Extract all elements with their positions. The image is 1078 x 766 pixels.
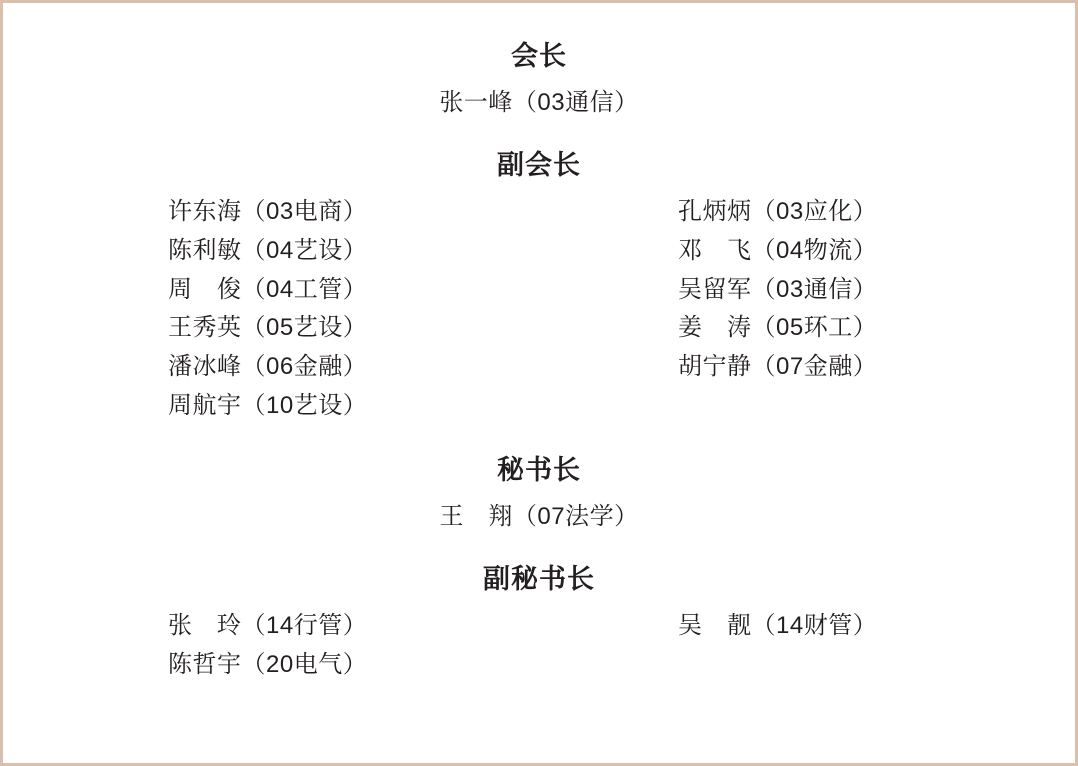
vice-president-right-4: 姜 涛（05环工）	[678, 314, 878, 342]
section-title-deputy-secretary-general: 副秘书长	[483, 564, 595, 595]
section-title-vice-president: 副会长	[497, 149, 581, 180]
list-row	[0, 309, 1078, 348]
vice-president-left-2: 陈利敏（04艺设）	[168, 236, 368, 264]
deputy-secretary-list	[0, 607, 1078, 685]
president-entry: 张一峰（03通信）	[439, 88, 639, 116]
section-secretary-general	[0, 452, 1078, 535]
list-row	[0, 193, 1078, 232]
vice-president-right-3: 吴留军（03通信）	[678, 275, 878, 303]
vice-president-right-6	[539, 387, 1078, 426]
list-row	[0, 646, 1078, 685]
vice-president-right-1: 孔炳炳（03应化）	[678, 197, 878, 225]
deputy-secretary-right-2	[539, 646, 1078, 685]
section-vice-president	[0, 147, 1078, 426]
vice-president-left-5: 潘冰峰（06金融）	[168, 353, 368, 381]
vice-president-left-4: 王秀英（05艺设）	[168, 314, 368, 342]
section-title-secretary-general: 秘书长	[497, 455, 581, 486]
deputy-secretary-right-1: 吴 靓（14财管）	[678, 611, 878, 639]
list-row	[0, 607, 1078, 646]
vice-president-left-1: 许东海（03电商）	[168, 197, 368, 225]
secretary-general-entry: 王 翔（07法学）	[439, 502, 639, 530]
list-row	[0, 271, 1078, 310]
section-title-president: 会长	[511, 41, 567, 71]
list-row	[0, 232, 1078, 271]
vice-president-right-5: 胡宁静（07金融）	[678, 353, 878, 381]
vice-president-list	[0, 193, 1078, 426]
list-row	[0, 348, 1078, 387]
vice-president-right-2: 邓 飞（04物流）	[678, 236, 878, 264]
section-president	[0, 38, 1078, 121]
vice-president-left-3: 周 俊（04工管）	[168, 275, 368, 303]
deputy-secretary-left-2: 陈哲宇（20电气）	[168, 650, 368, 678]
list-row	[0, 387, 1078, 426]
deputy-secretary-left-1: 张 玲（14行管）	[168, 611, 368, 639]
section-deputy-secretary-general	[0, 561, 1078, 685]
vice-president-left-6: 周航宇（10艺设）	[168, 392, 368, 420]
